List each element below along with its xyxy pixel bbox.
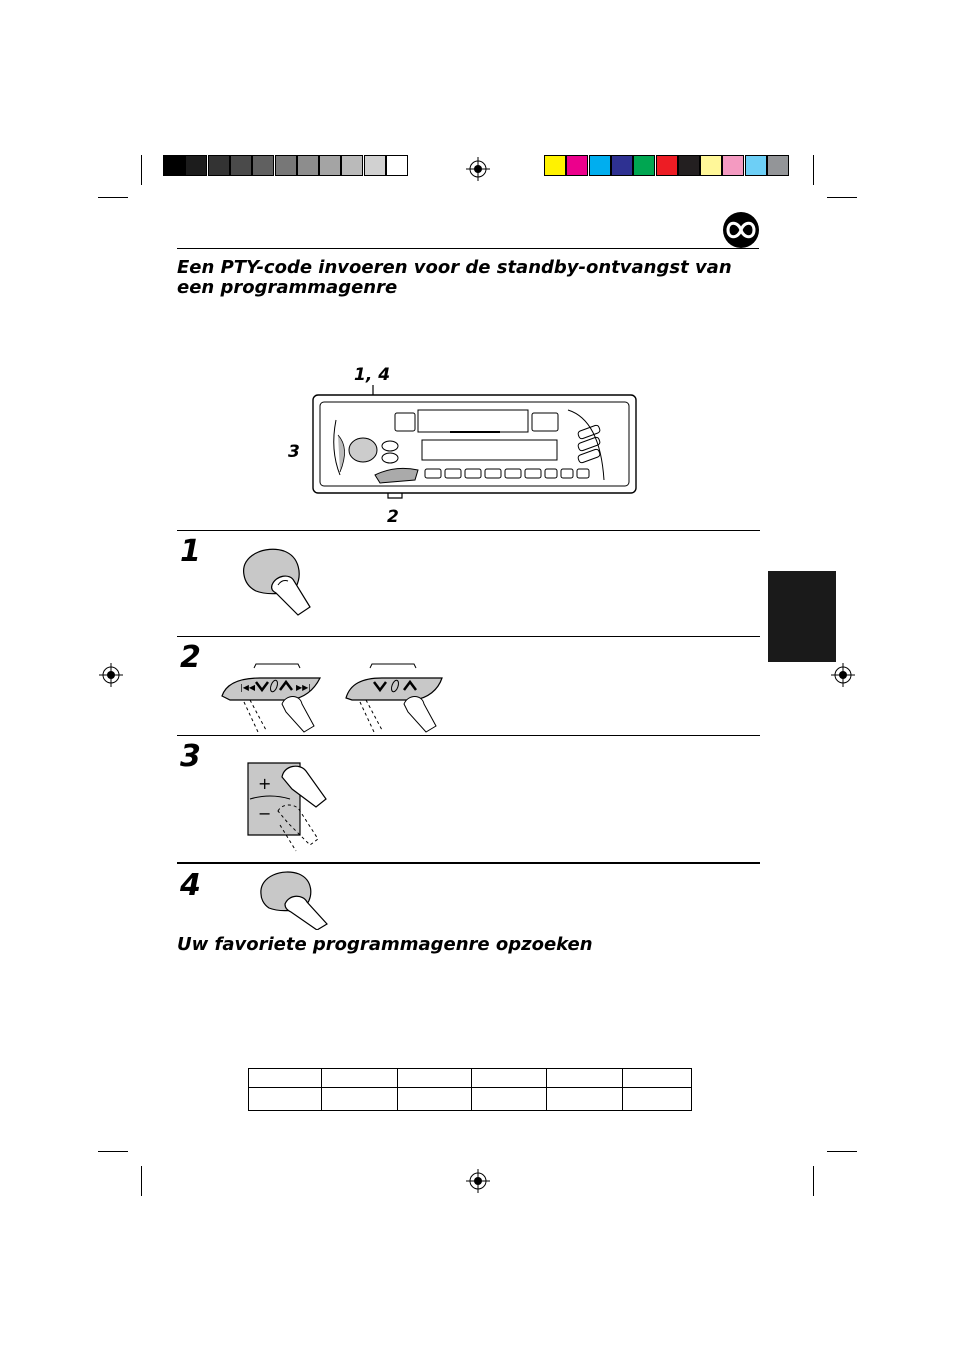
finger-press-button-icon bbox=[255, 868, 335, 930]
radio-front-panel-diagram bbox=[300, 380, 640, 510]
color-swatch bbox=[656, 155, 678, 176]
color-swatch bbox=[633, 155, 655, 176]
table-cell bbox=[249, 1069, 322, 1088]
color-swatch bbox=[745, 155, 767, 176]
gray-swatch bbox=[163, 155, 185, 176]
registration-mark-icon bbox=[99, 663, 123, 687]
gray-swatch bbox=[341, 155, 363, 176]
color-swatch bbox=[678, 155, 700, 176]
color-swatch bbox=[700, 155, 722, 176]
table-cell bbox=[623, 1088, 692, 1111]
table-cell bbox=[249, 1088, 322, 1111]
color-swatch bbox=[589, 155, 611, 176]
gray-swatch bbox=[386, 155, 408, 176]
table-cell bbox=[623, 1069, 692, 1088]
section-title: Uw favoriete programmagenre opzoeken bbox=[177, 934, 593, 955]
gray-swatch bbox=[364, 155, 386, 176]
gray-swatch bbox=[185, 155, 207, 176]
callout-1-4: 1, 4 bbox=[354, 365, 391, 385]
prev-track-label: |◀◀ bbox=[240, 683, 255, 692]
rds-logo-icon bbox=[722, 211, 760, 249]
table-cell bbox=[547, 1069, 623, 1088]
table-cell bbox=[398, 1088, 472, 1111]
table-cell bbox=[398, 1069, 472, 1088]
gray-swatch bbox=[230, 155, 252, 176]
table-cell bbox=[322, 1069, 398, 1088]
callout-2: 2 bbox=[387, 507, 399, 527]
registration-mark-icon bbox=[466, 157, 490, 181]
color-swatch bbox=[544, 155, 566, 176]
plus-label: + bbox=[258, 774, 272, 793]
gray-swatch bbox=[208, 155, 230, 176]
volume-knob-press-icon bbox=[240, 755, 330, 855]
seek-buttons-press-icon bbox=[220, 660, 330, 735]
step-rule bbox=[177, 862, 760, 864]
color-swatch bbox=[611, 155, 633, 176]
color-swatch bbox=[566, 155, 588, 176]
step-number: 3 bbox=[180, 739, 201, 774]
section-title-line1: Een PTY-code invoeren voor de standby-ontvangst van bbox=[177, 257, 732, 278]
next-track-label: ▶▶| bbox=[296, 683, 311, 692]
step-rule bbox=[177, 636, 760, 637]
table-cell bbox=[547, 1088, 623, 1111]
color-swatch bbox=[722, 155, 744, 176]
section-rule bbox=[177, 248, 759, 249]
table-row bbox=[249, 1069, 692, 1088]
step-rule bbox=[177, 530, 760, 531]
language-tab bbox=[768, 571, 836, 662]
section-title bbox=[177, 258, 732, 298]
gray-swatch bbox=[275, 155, 297, 176]
color-swatch bbox=[767, 155, 789, 176]
minus-label: − bbox=[258, 804, 272, 823]
callout-3: 3 bbox=[288, 442, 300, 462]
pty-table bbox=[248, 1068, 692, 1111]
table-cell bbox=[472, 1069, 547, 1088]
step-number: 2 bbox=[180, 640, 201, 675]
registration-mark-icon bbox=[466, 1169, 490, 1193]
gray-swatch bbox=[252, 155, 274, 176]
gray-swatch bbox=[319, 155, 341, 176]
seek-buttons-press-icon bbox=[342, 660, 452, 735]
step-number: 4 bbox=[180, 868, 201, 903]
step-rule bbox=[177, 735, 760, 736]
table-cell bbox=[472, 1088, 547, 1111]
finger-press-button-icon bbox=[236, 545, 316, 617]
gray-swatch bbox=[297, 155, 319, 176]
section-title-line2: een programmagenre bbox=[177, 277, 398, 298]
table-row bbox=[249, 1088, 692, 1111]
registration-mark-icon bbox=[831, 663, 855, 687]
table-cell bbox=[322, 1088, 398, 1111]
step-number: 1 bbox=[180, 534, 201, 569]
